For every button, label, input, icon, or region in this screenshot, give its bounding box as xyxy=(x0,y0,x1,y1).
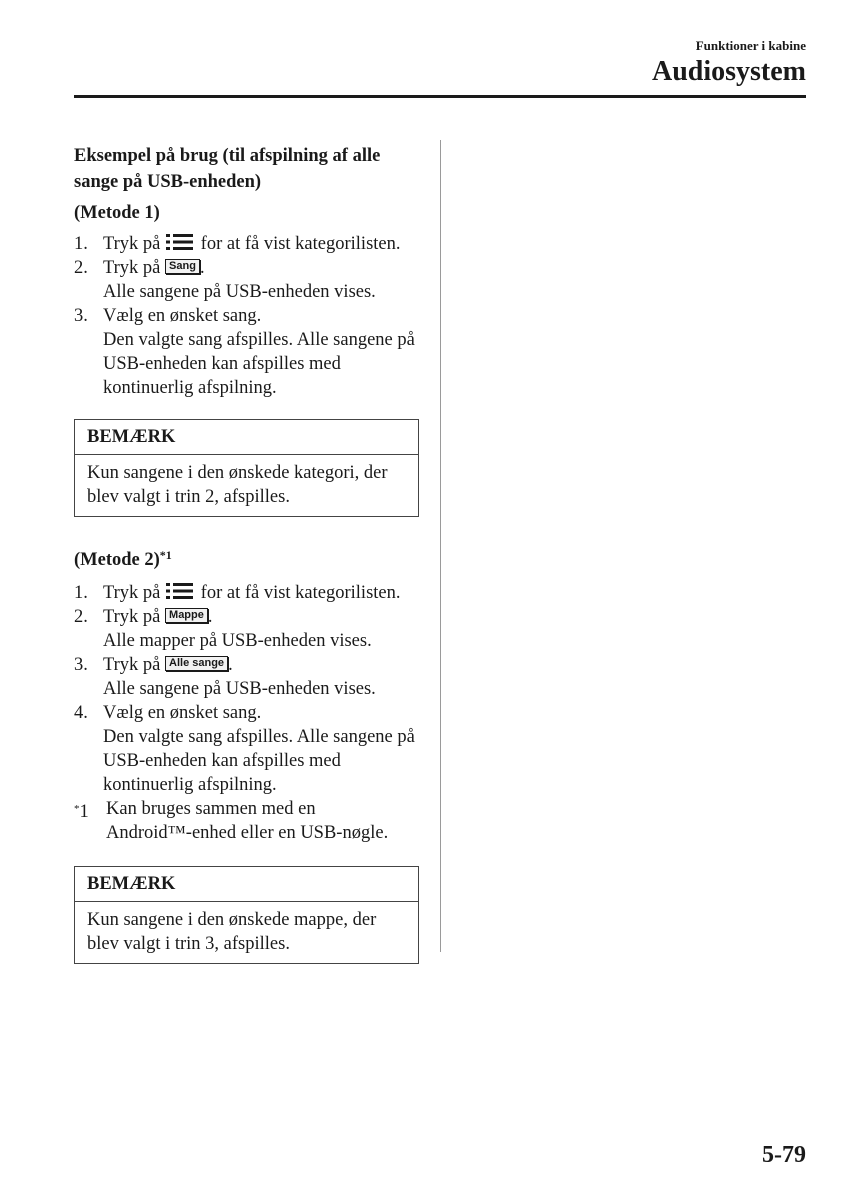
method2-steps xyxy=(74,581,419,797)
sang-button: Sang xyxy=(165,259,200,274)
column-divider xyxy=(440,140,441,952)
method2-step-4-result: Den valgte sang afspilles. Alle sangene på USB-enheden kan afspilles med kontinuerlig afspilning. xyxy=(103,727,415,795)
method1-title: (Metode 1) xyxy=(74,203,160,223)
note-text: Kun sangene i den ønskede mappe, der blev valgt i trin 3, afspilles. xyxy=(87,910,377,954)
method1-step-3: 3. Vælg en ønsket sang. Den valgte sang afspilles. Alle sangene på USB-enheden kan afspilles med kontinuerlig afspilning. xyxy=(74,306,415,398)
method1-step-2-result: Alle sangene på USB-enheden vises. xyxy=(103,282,376,302)
method2-step-4: 4. Vælg en ønsket sang. Den valgte sang afspilles. Alle sangene på USB-enheden kan afspilles med kontinuerlig afspilning. xyxy=(74,703,415,795)
header-rule xyxy=(74,95,806,98)
list-icon xyxy=(166,233,193,251)
note-box-2 xyxy=(74,866,419,964)
method2-step-3-result: Alle sangene på USB-enheden vises. xyxy=(103,679,376,699)
left-column xyxy=(74,143,419,964)
method2-title: (Metode 2)$^{*1}$ xyxy=(74,548,172,570)
method1-step-2: 2. Tryk på Sang . Alle sangene på USB-enheden vises. xyxy=(74,258,376,302)
method1-step-1: 1. Tryk på for at få vist kategorilisten. xyxy=(74,234,401,254)
note-box-1 xyxy=(74,419,419,517)
list-icon xyxy=(166,582,193,600)
note-title: BEMÆRK xyxy=(75,867,418,902)
method2-step-3: 3. Tryk på Alle sange . Alle sangene på USB-enheden vises. xyxy=(74,655,376,699)
page-number: 5-79 xyxy=(762,1142,806,1168)
page-title: Audiosystem xyxy=(651,56,806,87)
method2-step-2: 2. Tryk på Mappe . Alle mapper på USB-enheden vises. xyxy=(74,607,372,651)
method2-step-1: 1. Tryk på for at få vist kategorilisten. xyxy=(74,583,401,603)
footnote-line-1: Kan bruges sammen med en xyxy=(106,799,316,819)
method1-steps xyxy=(74,232,419,400)
header-section-label: Funktioner i kabine xyxy=(695,38,806,53)
method1-step-3-result: Den valgte sang afspilles. Alle sangene på USB-enheden kan afspilles med kontinuerlig afspilning. xyxy=(103,330,415,398)
footnote xyxy=(74,797,419,845)
method2-step-2-result: Alle mapper på USB-enheden vises. xyxy=(103,631,372,651)
note-text: Kun sangene i den ønskede kategori, der blev valgt i trin 2, afspilles. xyxy=(87,463,388,507)
example-heading: Eksempel på brug (til afspilning af alle sange på USB-enheden) xyxy=(74,146,381,192)
footnote-line-2: Android™-enhed eller en USB-nøgle. xyxy=(106,823,389,843)
alle-sange-button: Alle sange xyxy=(165,656,228,671)
footnote-ref: *1 xyxy=(159,548,172,562)
mappe-button: Mappe xyxy=(165,608,208,623)
note-title: BEMÆRK xyxy=(75,420,418,455)
footnote-marker: *1 xyxy=(74,802,89,822)
